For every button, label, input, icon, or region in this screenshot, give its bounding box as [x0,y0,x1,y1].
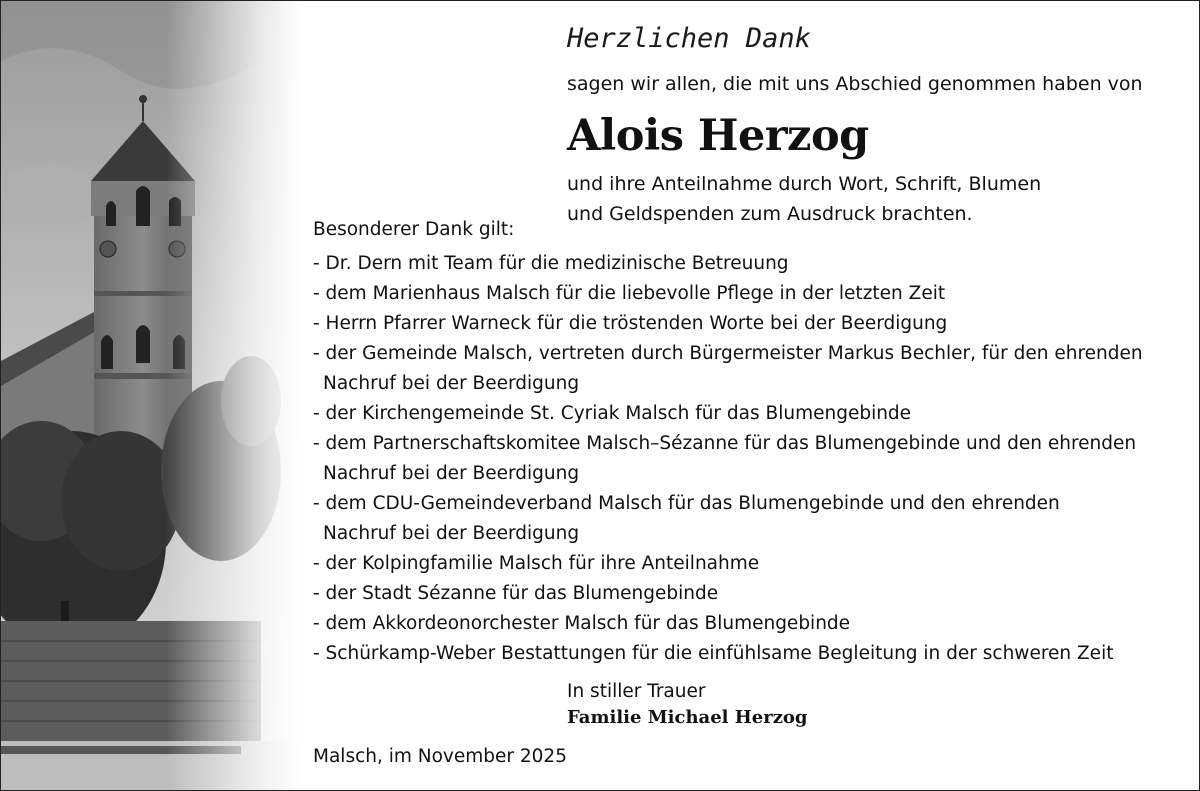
list-item [313,279,1143,309]
church-photo [1,1,301,790]
list-item [313,249,1143,279]
family-signature: Familie Michael Herzog [567,707,808,728]
list-item-continuation: Nachruf bei der Beerdigung [323,523,580,544]
list-item-continuation: Nachruf bei der Beerdigung [323,373,580,394]
list-item-text: - dem Marienhaus Malsch für die liebevolle Pflege in der letzten Zeit [313,283,946,304]
place-and-date: Malsch, im November 2025 [313,746,567,767]
list-item-text: - der Kolpingfamilie Malsch für ihre Anteilnahme [313,553,760,574]
list-item [313,609,1143,639]
list-item-text: - dem Partnerschaftskomitee Malsch–Sézanne für das Blumengebinde und den ehrenden [313,433,1137,454]
greeting-title: Herzlichen Dank [567,23,811,54]
list-item-text: - Schürkamp-Weber Bestattungen für die einfühlsame Begleitung in der schweren Zeit [313,643,1114,664]
list-item-text: - dem CDU-Gemeindeverband Malsch für das Blumengebinde und den ehrenden [313,493,1060,514]
list-item [313,429,1143,489]
church-tower-image [1,1,301,790]
intro-text: sagen wir allen, die mit uns Abschied genommen haben von [567,73,1143,95]
special-thanks-heading: Besonderer Dank gilt: [313,219,515,240]
list-item-text: - der Gemeinde Malsch, vertreten durch Bürgermeister Markus Bechler, für den ehrenden [313,343,1143,364]
special-thanks-list [313,249,1143,669]
thanks-text-line-1: und ihre Anteilnahme durch Wort, Schrift, Blumen [567,173,1042,195]
list-item [313,399,1143,429]
list-item-text: - Dr. Dern mit Team für die medizinische Betreuung [313,253,789,274]
list-item-continuation: Nachruf bei der Beerdigung [323,463,580,484]
list-item [313,639,1143,669]
deceased-name: Alois Herzog [567,111,869,161]
list-item-text: - dem Akkordeonorchester Malsch für das Blumengebinde [313,613,851,634]
list-item [313,579,1143,609]
list-item-text: - der Stadt Sézanne für das Blumengebinde [313,583,719,604]
list-item-text: - Herrn Pfarrer Warneck für die tröstenden Worte bei der Beerdigung [313,313,948,334]
thanks-text-line-2: und Geldspenden zum Ausdruck brachten. [567,203,973,225]
closing-text: In stiller Trauer [567,681,706,702]
list-item [313,489,1143,549]
list-item [313,339,1143,399]
list-item [313,309,1143,339]
list-item-text: - der Kirchengemeinde St. Cyriak Malsch für das Blumengebinde [313,403,912,424]
list-item [313,549,1143,579]
